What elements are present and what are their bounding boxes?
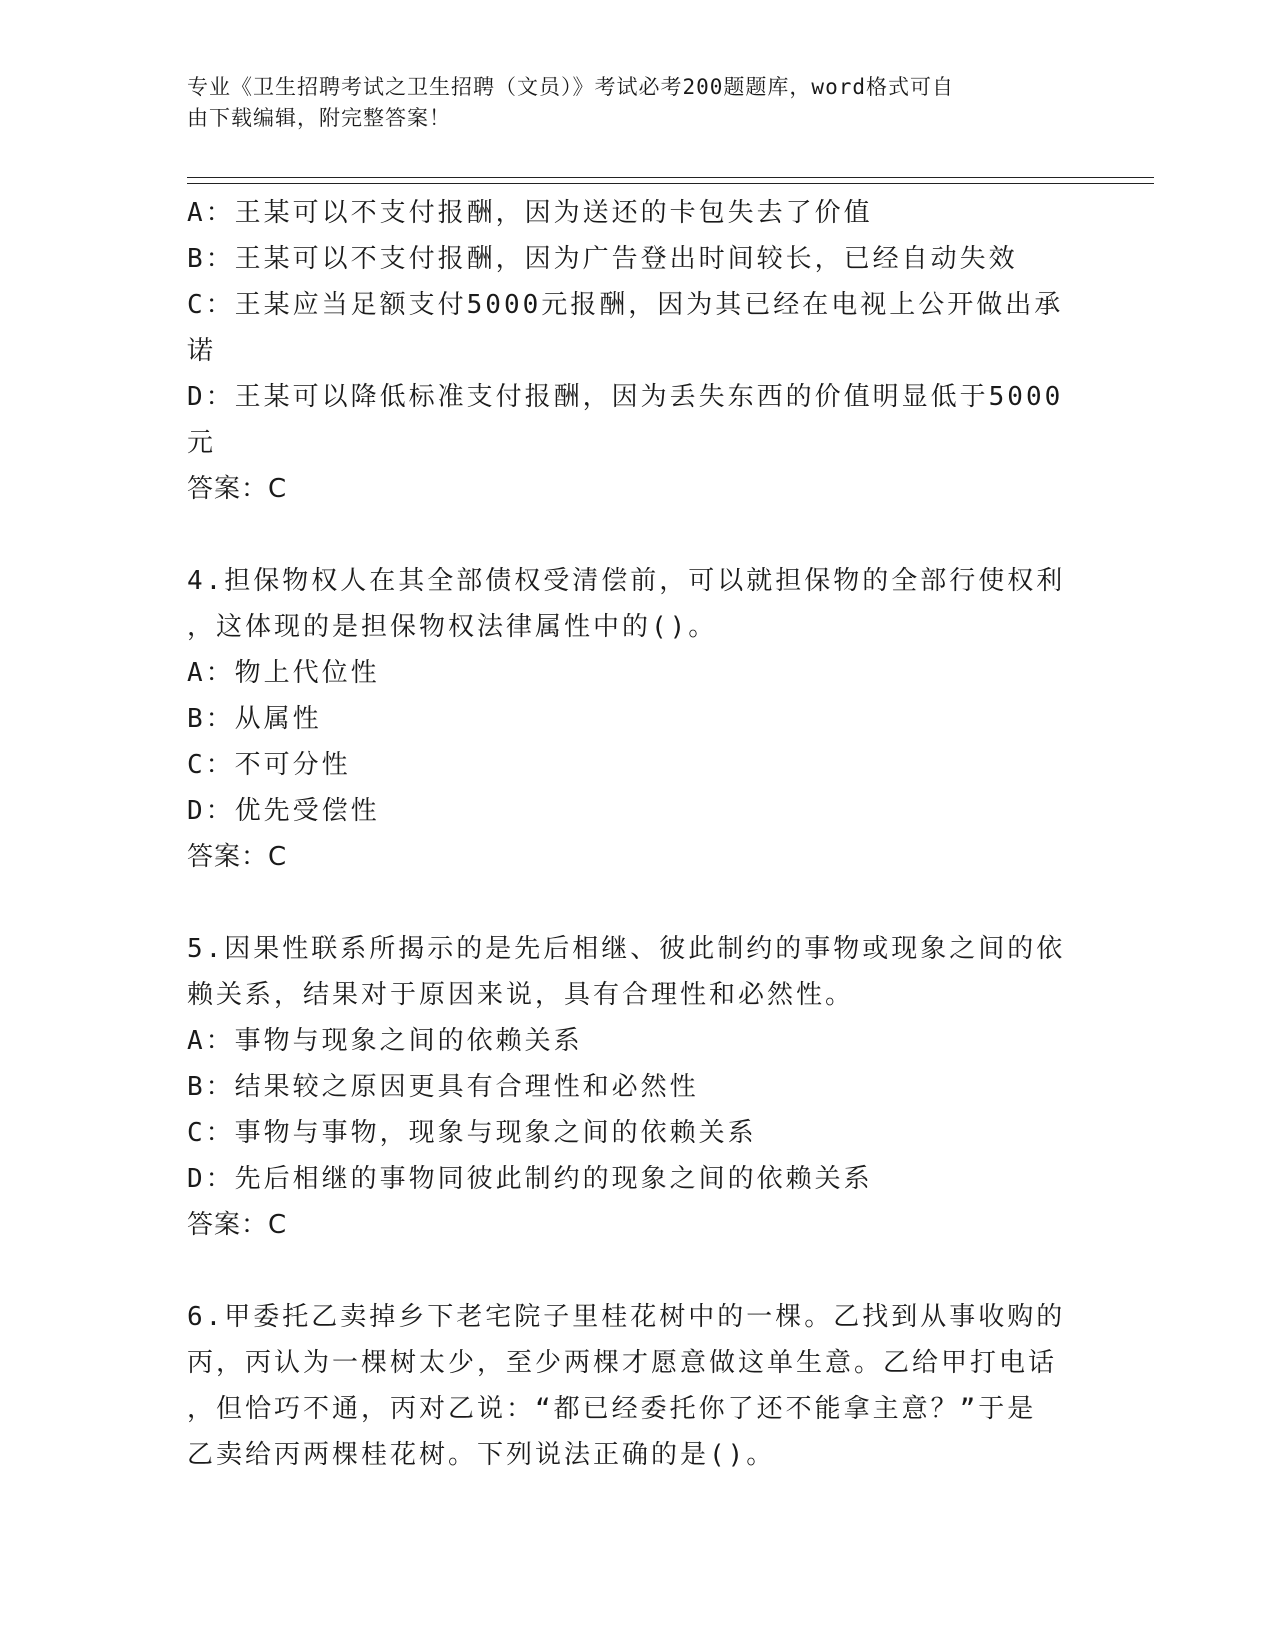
q6-stem-line-1: 6.甲委托乙卖掉乡下老宅院子里桂花树中的一棵。乙找到从事收购的 bbox=[187, 1302, 1066, 1332]
q4-stem-line-1: 4.担保物权人在其全部债权受清偿前，可以就担保物的全部行使权利 bbox=[187, 566, 1066, 596]
question-4-block bbox=[187, 558, 1067, 880]
q4-option-c: C：不可分性 bbox=[187, 750, 351, 780]
q6-stem-line-4: 乙卖给丙两棵桂花树。下列说法正确的是()。 bbox=[187, 1440, 776, 1470]
q5-option-b: B：结果较之原因更具有合理性和必然性 bbox=[187, 1072, 699, 1102]
header-divider-bottom bbox=[187, 183, 1154, 184]
q5-stem-line-1: 5.因果性联系所揭示的是先后相继、彼此制约的事物或现象之间的依 bbox=[187, 934, 1066, 964]
q3-answer: 答案：C bbox=[187, 474, 288, 504]
q5-option-c: C：事物与事物，现象与现象之间的依赖关系 bbox=[187, 1118, 757, 1148]
document-body bbox=[187, 190, 1067, 1478]
document-header bbox=[187, 72, 1067, 134]
q6-stem-line-3: ，但恰巧不通，丙对乙说：“都已经委托你了还不能拿主意？”于是 bbox=[187, 1394, 1037, 1424]
q4-stem-line-2: ，这体现的是担保物权法律属性中的()。 bbox=[187, 612, 718, 642]
q3-option-d-line-1: D：王某可以降低标准支付报酬，因为丢失东西的价值明显低于5000 bbox=[187, 382, 1064, 412]
q3-option-b: B：王某可以不支付报酬，因为广告登出时间较长，已经自动失效 bbox=[187, 244, 1018, 274]
q3-option-d-line-2: 元 bbox=[187, 428, 217, 458]
q4-option-a: A：物上代位性 bbox=[187, 658, 380, 688]
q4-option-b: B：从属性 bbox=[187, 704, 322, 734]
header-line-2: 由下载编辑，附完整答案！ bbox=[187, 106, 451, 130]
q3-option-c-line-2: 诺 bbox=[187, 336, 217, 366]
q3-option-c-line-1: C：王某应当足额支付5000元报酬，因为其已经在电视上公开做出承 bbox=[187, 290, 1064, 320]
q5-option-a: A：事物与现象之间的依赖关系 bbox=[187, 1026, 583, 1056]
q4-option-d: D：优先受偿性 bbox=[187, 796, 380, 826]
header-line-1: 专业《卫生招聘考试之卫生招聘（文员）》考试必考200题题库，word格式可自 bbox=[187, 75, 954, 99]
q6-stem-line-2: 丙，丙认为一棵树太少，至少两棵才愿意做这单生意。乙给甲打电话 bbox=[187, 1348, 1058, 1378]
q5-answer: 答案：C bbox=[187, 1210, 288, 1240]
q3-option-a: A：王某可以不支付报酬，因为送还的卡包失去了价值 bbox=[187, 198, 873, 228]
q4-answer: 答案：C bbox=[187, 842, 288, 872]
q5-option-d: D：先后相继的事物同彼此制约的现象之间的依赖关系 bbox=[187, 1164, 873, 1194]
question-3-block bbox=[187, 190, 1067, 512]
q5-stem-line-2: 赖关系，结果对于原因来说，具有合理性和必然性。 bbox=[187, 980, 855, 1010]
question-6-block bbox=[187, 1294, 1067, 1478]
header-divider-top bbox=[187, 177, 1154, 178]
question-5-block bbox=[187, 926, 1067, 1248]
